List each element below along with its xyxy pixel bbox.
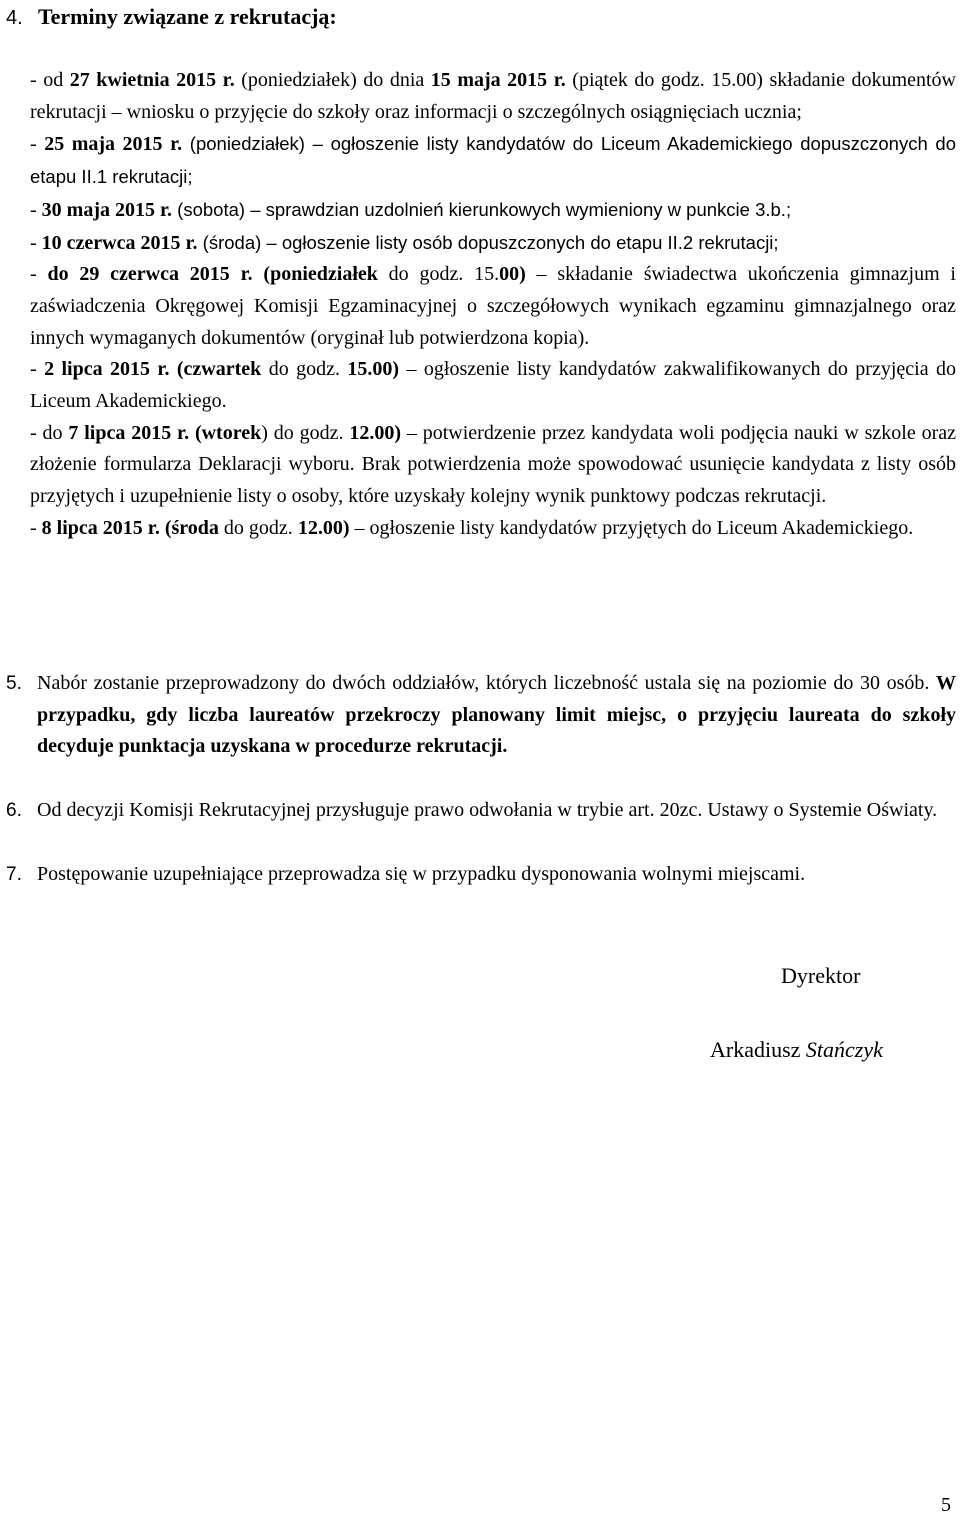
schedule-date: 25 maja 2015 r. [44,133,183,156]
signature-title: Dyrektor [781,963,861,988]
schedule-time: 15.00) [347,358,400,381]
schedule-item [30,65,956,128]
schedule-text: ( [252,263,271,286]
schedule-date: 27 kwietnia 2015 r. [69,69,235,91]
signature-last-name: Stańczyk [805,1037,883,1062]
schedule-text: – potwierdzenie przez kandydata woli podjęcia nauki w szkole oraz złożenie formularza Deklaracji wyboru. Brak potwierdzenia może spowodować usunięcie kandydata z listy osób przyjętych i uzupełnienie listy o osoby, które uzyskały kolejny wynik punktowy podczas rekrutacji. [30,421,956,508]
schedule-item [30,354,956,417]
section-heading [6,4,337,31]
schedule-date: 10 czerwca 2015 r. [41,231,198,254]
schedule-date: 30 maja 2015 r. [41,198,173,221]
schedule-date: 15 maja 2015 r. [430,69,566,91]
schedule-item [30,418,956,513]
section-title: Terminy związane z rekrutacją: [38,4,337,29]
schedule-weekday: wtorek [201,421,262,444]
point-bold-body: W przypadku, gdy liczba laureatów przekroczy planowany limit miejsc, o przyjęciu laureata do szkoły decyduje punktacja uzyskana w procedurze rekrutacji. [37,672,956,758]
schedule-text: (środa) – ogłoszenie listy osób dopuszczonych do etapu II.2 rekrutacji; [197,231,779,253]
schedule-text: ( [189,421,202,444]
schedule-text: ) do godz. [261,421,350,444]
section-number: 4. [6,7,23,29]
point-body: Nabór zostanie przeprowadzony do dwóch oddziałów, których liczebność ustala się na poziomie do 30 osób. [37,672,936,694]
page-number: 5 [941,1494,951,1516]
schedule-text: (sobota) – sprawdzian uzdolnień kierunkowych wymieniony w punkcie 3.b.; [172,198,792,220]
schedule-text: – ogłoszenie listy kandydatów zakwalifikowanych do przyjęcia do Liceum Akademickiego. [30,358,956,413]
point-number: 6. [6,800,22,821]
point-7 [6,859,886,891]
schedule-text: do godz. [261,358,348,381]
schedule-text: – ogłoszenie listy kandydatów przyjętych do Liceum Akademickiego. [349,516,914,539]
schedule-text: (piątek do godz. 15.00) składanie dokumentów rekrutacji – wniosku o przyjęcie do szkoły oraz informacji o szczególnych osiągnięciach ucznia; [30,69,956,123]
schedule-prefix: - [30,358,45,381]
point-text [37,668,956,763]
schedule-weekday: środa [171,516,219,539]
schedule-text: – składanie świadectwa ukończenia gimnazjum i zaświadczenia Okręgowej Komisji Egzaminacyjnej o szczegółowych wynikach egzaminu gimnazjalnego oraz innych wymaganych dokumentów (oryginał lub potwierdzona kopia). [30,263,956,349]
schedule-date: 7 lipca 2015 r. [68,421,190,444]
schedule-prefix: - od [30,69,70,91]
schedule-date: 8 lipca 2015 r. [41,516,160,539]
signature-first-name: Arkadiusz [710,1037,801,1062]
point-number: 7. [6,864,22,885]
schedule-item [30,259,956,354]
schedule-date: 2 lipca 2015 r. [44,358,170,381]
schedule-prefix: - [30,516,42,539]
point-6 [6,795,956,827]
schedule-text: ( [159,516,172,539]
recruitment-schedule [30,65,956,545]
point-5 [6,668,956,763]
schedule-item [30,513,956,545]
schedule-weekday: poniedziałek [270,263,378,286]
schedule-item [30,227,956,260]
schedule-time: 00) [499,263,526,286]
schedule-prefix: - [30,133,45,156]
schedule-prefix: - [30,231,42,254]
schedule-text: ( [169,358,184,381]
schedule-time: 12.00) [297,516,350,539]
schedule-text: do godz. 15. [377,263,500,286]
schedule-item [30,128,956,193]
schedule-text: (poniedziałek) – ogłoszenie listy kandydatów do Liceum Akademickiego dopuszczonych do etapu II.1 rekrutacji; [30,133,956,188]
schedule-time: 12.00) [349,421,402,444]
schedule-prefix: - do [30,421,69,444]
point-text: Od decyzji Komisji Rekrutacyjnej przysługuje prawo odwołania w trybie art. 20zc. Ustawy o Systemie Oświaty. [37,799,938,821]
schedule-weekday: czwartek [183,358,262,381]
schedule-text: (poniedziałek) do dnia [234,69,431,91]
schedule-date: do 29 czerwca 2015 r. [47,263,253,286]
point-number: 5. [6,673,22,694]
point-text: Postępowanie uzupełniające przeprowadza się w przypadku dysponowania wolnymi miejscami. [37,863,806,885]
schedule-item [30,194,956,227]
schedule-prefix: - [30,263,48,286]
signature-name [710,1037,883,1063]
schedule-prefix: - [30,198,42,221]
schedule-text: do godz. [218,516,298,539]
